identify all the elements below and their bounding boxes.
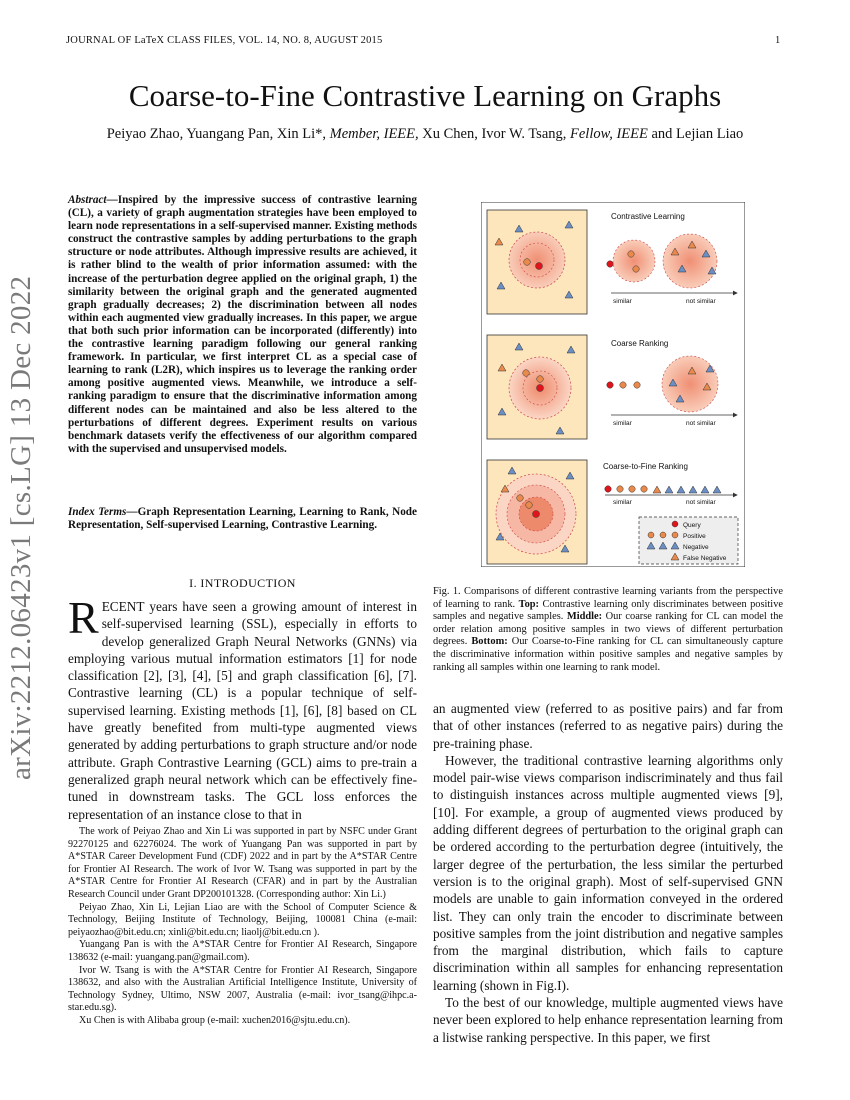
- running-head: JOURNAL OF LaTeX CLASS FILES, VOL. 14, NO. 8, AUGUST 2015: [66, 35, 383, 46]
- positive-node: [517, 495, 524, 502]
- figure-caption: [433, 586, 783, 674]
- right-column-body: [433, 700, 783, 1046]
- legend-query-marker: [672, 521, 678, 527]
- paper-title: Coarse-to-Fine Contrastive Learning on Graphs: [128, 78, 722, 113]
- intro-lead: ECENT: [101, 599, 145, 614]
- positive-node: [526, 502, 533, 509]
- axis-label-similar: similar: [613, 420, 632, 427]
- positive-node: [629, 486, 635, 492]
- paragraph: an augmented view (referred to as positive pairs) and far from that of other instances (referred to as negative pairs) during the pre-training phase.: [433, 701, 783, 751]
- legend-negative-label: Negative: [683, 544, 709, 551]
- caption-text: Comparisons of different contrastive learning variants from the perspective of learning to rank.: [433, 586, 783, 610]
- positive-node: [633, 266, 639, 272]
- caption-label: Fig. 1.: [433, 586, 461, 597]
- caption-top-label: Top:: [518, 598, 540, 610]
- figure-legend: [639, 517, 738, 564]
- axis-label-not-similar: not similar: [686, 499, 716, 506]
- section-heading: I. INTRODUCTION: [189, 576, 296, 590]
- figure-1: [481, 202, 745, 567]
- legend-query-label: Query: [683, 522, 701, 529]
- authors-part2: Xu Chen, Ivor W. Tsang,: [418, 126, 571, 142]
- page-number: 1: [775, 35, 781, 46]
- axis-label-not-similar: not similar: [686, 420, 716, 427]
- negative-halo: [663, 234, 717, 288]
- caption-bottom-label: Bottom:: [471, 636, 508, 648]
- caption-top-text: Contrastive learning only discriminates between positive samples and negative samples.: [433, 598, 784, 623]
- legend-positive-marker: [660, 532, 666, 538]
- footnotes: [68, 826, 417, 1028]
- legend-false-negative-label: False Negative: [683, 555, 727, 562]
- query-node: [533, 511, 540, 518]
- abstract-label: Abstract: [68, 194, 107, 206]
- positive-node: [524, 259, 531, 266]
- paragraph: However, the traditional contrastive learning algorithms only model pair-wise views comparison indiscriminately and thus fail to distinguish instances across multiple augmented views [9], [10]. For example, a group of augmented views produced by adding different degrees of perturbation to the original graph can be ordered according to the perturbation degree (intuitively, the larger degree of the perturbation, the less similar the perturbed version is to the original graph). Most of self-supervised GNN models are unable to gain information conveyed in the ordered list. They can only train the encoder to discriminate between positive samples from the joint distribution and negative samples from the marginal distribution, which fails to capture discrimination within all samples for enhancing representation learning (shown in Fig.I).: [433, 752, 783, 993]
- author-list: [0, 126, 850, 143]
- authors-member: Member, IEEE,: [329, 126, 419, 142]
- axis-label-similar: similar: [613, 298, 632, 305]
- caption-bottom-text: Our Coarse-to-Fine ranking for CL can simultaneously capture the discriminative information within positive samples and negative samples by ranking all samples within one learning to rank model.: [433, 636, 783, 673]
- query-node: [536, 263, 543, 270]
- query-node: [607, 261, 613, 267]
- legend-positive-marker: [672, 532, 678, 538]
- positive-node: [537, 376, 544, 383]
- positive-node: [641, 486, 647, 492]
- abstract-text: —Inspired by the impressive success of contrastive learning (CL), a variety of graph augmentation strategies have been employed to learn node representations in a self-supervised manner. Existing methods construct the contrastive samples by adding perturbations to the graph structure or node attributes. Although impressive results are achieved, it is rather blind to the wealth of prior information assumed: with the increase of the perturbation degree applied on the original graph, 1) the similarity between the original graph and the generated augmented graph gradually decreases; 2) the discrimination between all nodes within each augmented view gradually increases. In this paper, we argue that both such prior information can be incorporated (differently) into the contrastive learning paradigm following our general ranking framework. In particular, we first interpret CL as a special case of learning to rank (L2R), which inspires us to leverage the ranking order among positive augmented views. Meanwhile, we introduce a self-ranking paradigm to ensure that the discriminative information among different nodes can be maintained and also be less altered to the perturbations of different degrees. Experiment results on various benchmark datasets verify the effectiveness of our algorithm compared with the supervised and unsupervised models.: [68, 194, 417, 455]
- positive-node: [628, 251, 634, 257]
- axis-label-not-similar: not similar: [686, 298, 716, 305]
- footnote: Ivor W. Tsang is with the A*STAR Centre for Frontier AI Research, Singapore 138632, and also with the Australian Artificial Intelligence Institute, University of Technology Sydney, Ultimo, NSW 2007, Australia (e-mail: ivor_tsang@ihpc.a-star.edu.sg).: [68, 964, 417, 1014]
- footnote: The work of Peiyao Zhao and Xin Li was supported in part by NSFC under Grant 92270125 and 62276024. The work of Yuangang Pan was supported in part by A*STAR Career Development Fund (CDF) 2022 and in part by the A*STAR Centre for Frontier AI Research. The work of Ivor W. Tsang was supported in part by the A*STAR Centre for Frontier AI Research (CFAR) and in part by the Australian Research Council under Grant DP200101328. (Corresponding author: Xin Li.): [68, 826, 417, 900]
- index-terms-text: —Graph Representation Learning, Learning to Rank, Node Representation, Self-supervised Learning, Contrastive Learning.: [68, 506, 417, 532]
- augmentation-halo: [509, 232, 565, 288]
- positive-node: [634, 382, 640, 388]
- index-terms: [68, 506, 417, 532]
- intro-text: years have seen a growing amount of interest in self-supervised learning (SSL), especially in efforts to develop generalized Graph Neural Networks (GNNs) via employing various mutual information estimators [1] for node classification [2], [3], [4], [5] and graph classification [6], [7]. Contrastive learning (CL) is a popular technique of self-supervised learning. Existing methods [1], [6], [8] based on CL have greatly benefited from multi-type augmented views generated by adding perturbations to graph structure and/or node attribute. Graph Contrastive Learning (GCL) aims to pre-train a generalized graph neural network which can be effectively fine-tuned in downstream tasks. The GCL loss enforces the representation of an instance close to that in: [68, 599, 417, 822]
- caption-middle-label: Middle:: [566, 611, 603, 623]
- paragraph: To the best of our knowledge, multiple augmented views have never been explored to help enhance representation learning from a listwise ranking perspective. In this paper, we first: [433, 995, 783, 1045]
- legend-positive-label: Positive: [683, 533, 706, 540]
- authors-part3: and Lejian Liao: [647, 126, 744, 142]
- authors-part1: Peiyao Zhao, Yuangang Pan, Xin Li*,: [106, 126, 330, 142]
- positive-node: [620, 382, 626, 388]
- footnote: Peiyao Zhao, Xin Li, Lejian Liao are with the School of Computer Science & Technology, Beijing Institute of Technology, Beijing, 100081 China (e-mail: peiyaozhao@bit.edu.cn; xinli@bit.edu.cn; liaolj@bit.edu.cn ).: [68, 901, 417, 938]
- panel-title: Contrastive Learning: [611, 212, 685, 221]
- abstract: [68, 194, 417, 456]
- index-terms-label: Index Terms: [68, 506, 127, 518]
- positive-node: [617, 486, 623, 492]
- caption-middle-text: Our coarse ranking for CL can model the order relation among positive samples in two views of different perturbation degrees.: [433, 611, 783, 648]
- footnote: Xu Chen is with Alibaba group (e-mail: xuchen2016@sjtu.edu.cn).: [79, 1014, 351, 1026]
- query-node: [607, 382, 613, 388]
- dropcap: R: [68, 592, 99, 643]
- positive-halo: [613, 240, 655, 282]
- arxiv-stamp: arXiv:2212.06423v1 [cs.LG] 13 Dec 2022: [5, 275, 37, 780]
- authors-fellow: Fellow, IEEE: [570, 126, 648, 142]
- positive-node: [523, 370, 530, 377]
- panel-title: Coarse-to-Fine Ranking: [603, 462, 688, 471]
- query-node: [605, 486, 611, 492]
- query-node: [537, 385, 544, 392]
- footnote: Yuangang Pan is with the A*STAR Centre for Frontier AI Research, Singapore 138632 (e-mail: yuangang.pan@gmail.com).: [68, 939, 417, 963]
- panel-title: Coarse Ranking: [611, 339, 669, 348]
- legend-positive-marker: [648, 532, 654, 538]
- intro-paragraph: [68, 592, 417, 823]
- axis-label-similar: similar: [613, 499, 632, 506]
